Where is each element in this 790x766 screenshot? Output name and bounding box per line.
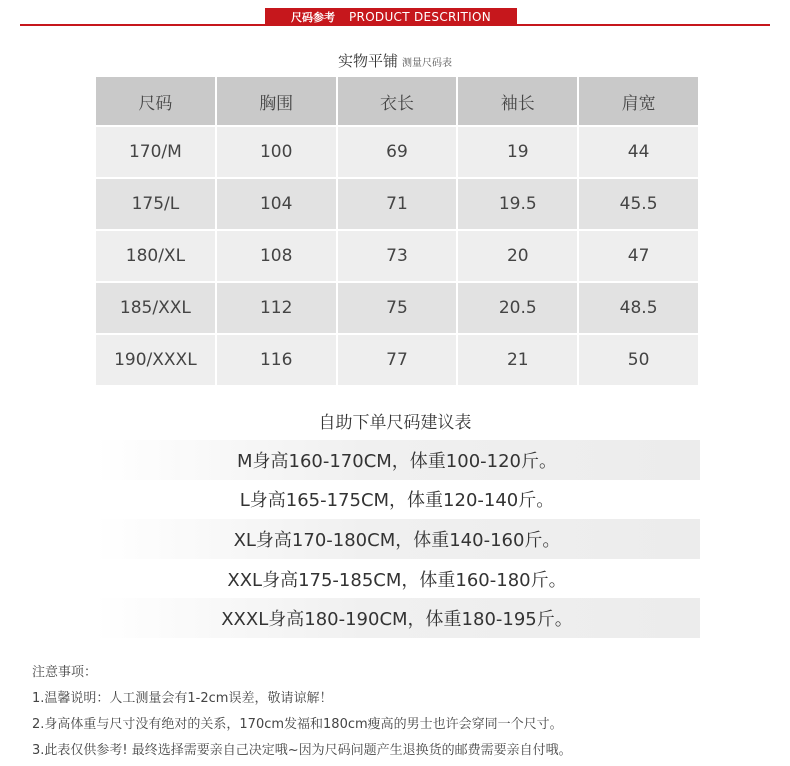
note-item: 2.身高体重与尺寸没有绝对的关系，170cm发福和180cm瘦高的男士也许会穿同一个尺寸。: [32, 717, 563, 732]
header-label-cn: 尺码参考: [291, 11, 336, 24]
list-item: XXXL身高180-190CM，体重180-195斤。: [94, 598, 700, 638]
size-table-title-sub: 测量尺码表: [402, 58, 452, 69]
table-cell: 112: [217, 283, 336, 333]
table-cell: 104: [217, 179, 336, 229]
table-cell: 20: [458, 231, 577, 281]
table-cell: 73: [338, 231, 457, 281]
table-cell: 44: [579, 127, 698, 177]
table-cell: 77: [338, 335, 457, 385]
list-item: XL身高170-180CM，体重140-160斤。: [94, 519, 700, 559]
table-cell: 48.5: [579, 283, 698, 333]
size-table-title-main: 实物平铺: [337, 52, 398, 70]
header-label-en: PRODUCT DESCRITION: [349, 10, 491, 24]
table-row: [96, 179, 698, 229]
table-cell: 180/XL: [96, 231, 215, 281]
table-cell: 45.5: [579, 179, 698, 229]
table-cell: 19.5: [458, 179, 577, 229]
note-item: 3.此表仅供参考! 最终选择需要亲自己决定哦~因为尺码问题产生退换货的邮费需要亲自付哦。: [32, 743, 572, 758]
table-cell: 108: [217, 231, 336, 281]
section-header-badge: [265, 8, 517, 26]
table-cell: 71: [338, 179, 457, 229]
table-cell: 21: [458, 335, 577, 385]
size-table: [94, 75, 700, 387]
table-cell: 19: [458, 127, 577, 177]
table-cell: 20.5: [458, 283, 577, 333]
table-cell: 170/M: [96, 127, 215, 177]
table-row: [96, 283, 698, 333]
list-item: M身高160-170CM，体重100-120斤。: [94, 440, 700, 480]
table-cell: 75: [338, 283, 457, 333]
table-cell: 100: [217, 127, 336, 177]
table-row: [96, 231, 698, 281]
list-item: XXL身高175-185CM，体重160-180斤。: [227, 569, 567, 591]
table-row: [96, 127, 698, 177]
size-advice-title: 自助下单尺码建议表: [318, 413, 472, 433]
list-item: L身高165-175CM，体重120-140斤。: [239, 490, 555, 512]
notes-title: 注意事项：: [32, 665, 98, 680]
table-cell: 69: [338, 127, 457, 177]
table-cell: 47: [579, 231, 698, 281]
size-table-header-row: [96, 77, 698, 125]
column-header: 尺码: [96, 77, 215, 125]
table-row: [96, 335, 698, 385]
table-cell: 116: [217, 335, 336, 385]
size-table-title: [0, 50, 790, 71]
table-cell: 175/L: [96, 179, 215, 229]
size-advice-list: [94, 440, 700, 638]
note-item: 1.温馨说明：人工测量会有1-2cm误差，敬请谅解！: [32, 691, 333, 706]
table-cell: 185/XXL: [96, 283, 215, 333]
notes-section: [32, 660, 572, 764]
column-header: 胸围: [217, 77, 336, 125]
column-header: 衣长: [338, 77, 457, 125]
column-header: 袖长: [458, 77, 577, 125]
table-cell: 190/XXXL: [96, 335, 215, 385]
column-header: 肩宽: [579, 77, 698, 125]
table-cell: 50: [579, 335, 698, 385]
